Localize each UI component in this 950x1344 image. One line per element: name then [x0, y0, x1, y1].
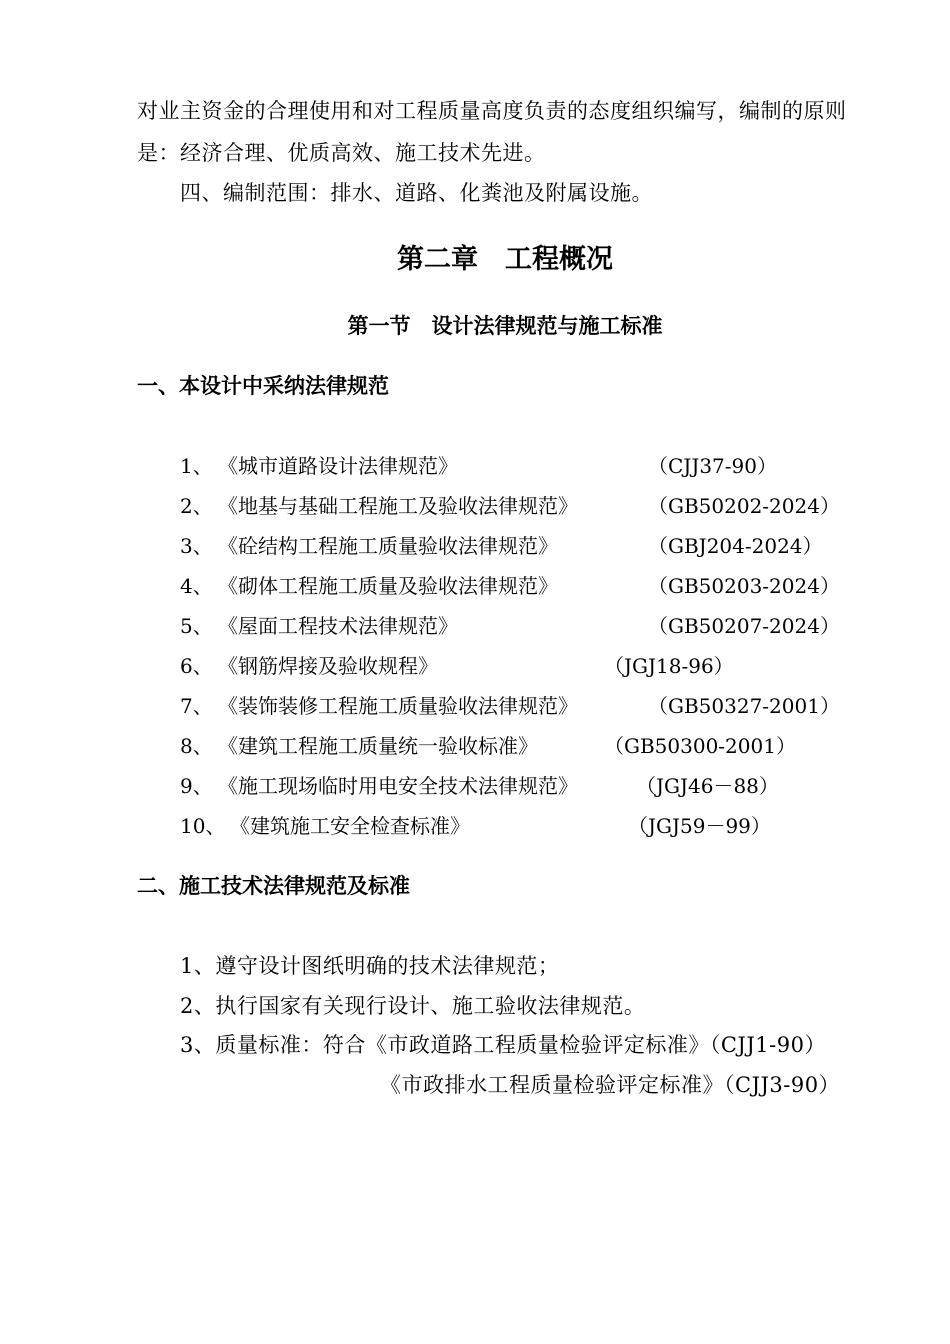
standard-num: 1、 [180, 454, 213, 478]
standard-num: 10、 [180, 814, 226, 838]
standard-title: 《建筑施工安全检查标准》 [230, 814, 470, 838]
chapter-title: 第二章 工程概况 [397, 244, 613, 275]
standard-code: （GB50300-2001） [604, 734, 796, 758]
standard-num: 5、 [180, 614, 213, 638]
intro-line-3: 四、编制范围：排水、道路、化粪池及附属设施。 [180, 181, 653, 205]
standard-title: 《地基与基础工程施工及验收法律规范》 [218, 494, 578, 518]
standard-num: 3、 [180, 534, 213, 558]
standard-item [180, 771, 880, 801]
standard-code: （GB50327-2001） [648, 694, 840, 718]
standard-title: 《砌体工程施工质量及验收法律规范》 [218, 574, 558, 598]
standard-title: 《城市道路设计法律规范》 [218, 454, 458, 478]
standard-num: 8、 [180, 734, 213, 758]
standard-item [180, 451, 880, 481]
standard-item [180, 691, 880, 721]
standard-title: 《施工现场临时用电安全技术法律规范》 [218, 774, 578, 798]
standard-code: （JGJ46－88） [636, 774, 779, 798]
standard-code: （JGJ18-96） [604, 654, 734, 678]
standard-num: 6、 [180, 654, 213, 678]
standard-num: 4、 [180, 574, 213, 598]
standard-code: （JGJ59－99） [628, 814, 771, 838]
standard-code: （GB50202-2024） [648, 494, 840, 518]
part2-line-3: 3、质量标准：符合《市政道路工程质量检验评定标准》（CJJ1-90） [180, 1033, 826, 1057]
standard-item [180, 731, 880, 761]
standard-code: （GBJ204-2024） [648, 534, 823, 558]
intro-line-2: 是：经济合理、优质高效、施工技术先进。 [137, 141, 546, 165]
standard-code: （CJJ37-90） [648, 454, 777, 478]
standard-item [180, 571, 880, 601]
standard-title: 《建筑工程施工质量统一验收标准》 [218, 734, 538, 758]
standard-num: 9、 [180, 774, 213, 798]
standard-title: 《砼结构工程施工质量验收法律规范》 [218, 534, 558, 558]
part2-heading: 二、施工技术法律规范及标准 [137, 874, 410, 898]
standard-item [180, 811, 880, 841]
standard-num: 2、 [180, 494, 213, 518]
standard-code: （GB50207-2024） [648, 614, 840, 638]
standard-item [180, 611, 880, 641]
standard-num: 7、 [180, 694, 213, 718]
standard-item [180, 491, 880, 521]
part2-line-1: 1、遵守设计图纸明确的技术法律规范； [180, 954, 560, 978]
part1-heading: 一、本设计中采纳法律规范 [137, 374, 389, 398]
part2-line-4: 《市政排水工程质量检验评定标准》（CJJ3-90） [380, 1073, 841, 1097]
standard-title: 《屋面工程技术法律规范》 [218, 614, 458, 638]
intro-line-1: 对业主资金的合理使用和对工程质量高度负责的态度组织编写，编制的原则 [137, 99, 847, 123]
standard-title: 《装饰装修工程施工质量验收法律规范》 [218, 694, 578, 718]
standard-item [180, 651, 880, 681]
standard-item [180, 531, 880, 561]
standard-code: （GB50203-2024） [648, 574, 840, 598]
standard-title: 《钢筋焊接及验收规程》 [218, 654, 438, 678]
part2-line-2: 2、执行国家有关现行设计、施工验收法律规范。 [180, 994, 646, 1018]
section-title: 第一节 设计法律规范与施工标准 [347, 314, 663, 338]
